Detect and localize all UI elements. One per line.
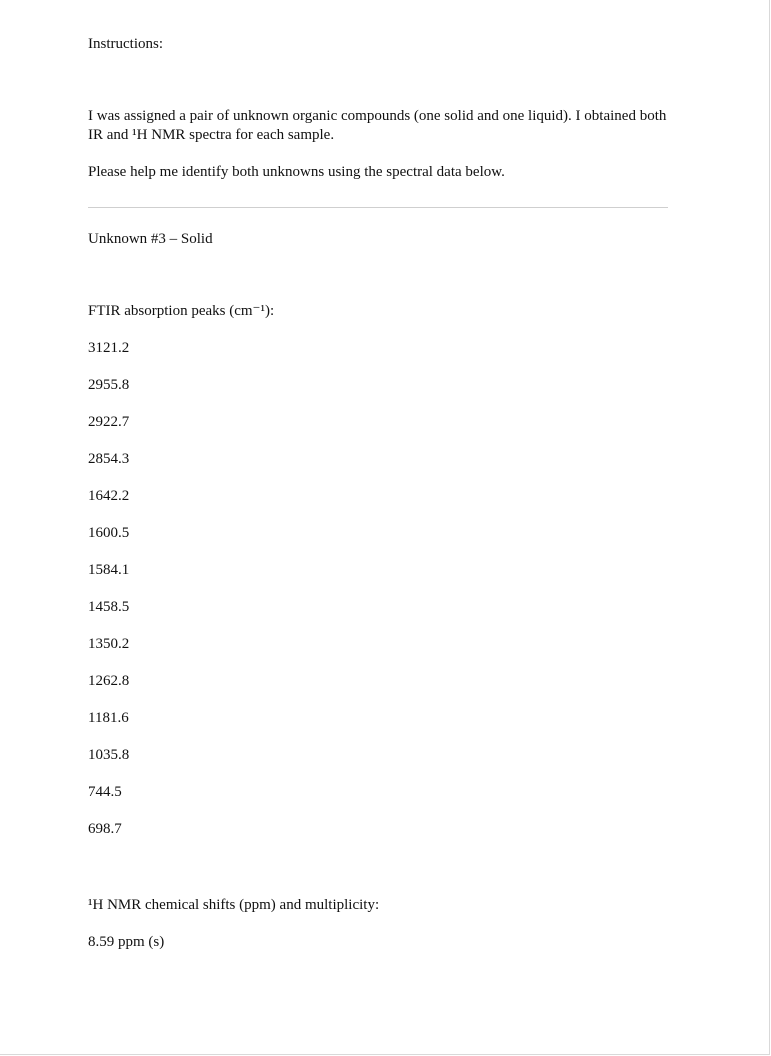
ftir-peak: 1262.8: [88, 673, 130, 689]
ftir-heading: FTIR absorption peaks (cm⁻¹):: [88, 303, 275, 319]
ftir-peak: 744.5: [88, 784, 122, 800]
ftir-peak: 2922.7: [88, 414, 130, 430]
ftir-peak: 3121.2: [88, 340, 130, 356]
ftir-peak-list: [88, 339, 668, 839]
nmr-heading: ¹H NMR chemical shifts (ppm) and multiplicity:: [88, 897, 380, 913]
ftir-peak: 1035.8: [88, 747, 130, 763]
ftir-peak: 1584.1: [88, 562, 130, 578]
ftir-peak: 1600.5: [88, 525, 130, 541]
ftir-peak: 1350.2: [88, 636, 130, 652]
intro-paragraph: I was assigned a pair of unknown organic compounds (one solid and one liquid). I obtained both IR and ¹H NMR spectra for each sample.: [88, 108, 667, 143]
ftir-peak: 1458.5: [88, 599, 130, 615]
ftir-peak: 1642.2: [88, 488, 130, 504]
ftir-peak: 2854.3: [88, 451, 130, 467]
nmr-shift: 8.59 ppm (s): [88, 934, 165, 950]
section-divider: [88, 207, 668, 208]
help-paragraph: Please help me identify both unknowns using the spectral data below.: [88, 164, 505, 180]
ftir-peak: 1181.6: [88, 710, 129, 726]
instructions-label: Instructions:: [88, 36, 163, 52]
nmr-shift-list: [88, 933, 668, 952]
ftir-peak: 2955.8: [88, 377, 130, 393]
document-content: [88, 35, 668, 952]
unknown-heading: Unknown #3 – Solid: [88, 231, 213, 247]
ftir-peak: 698.7: [88, 821, 122, 837]
